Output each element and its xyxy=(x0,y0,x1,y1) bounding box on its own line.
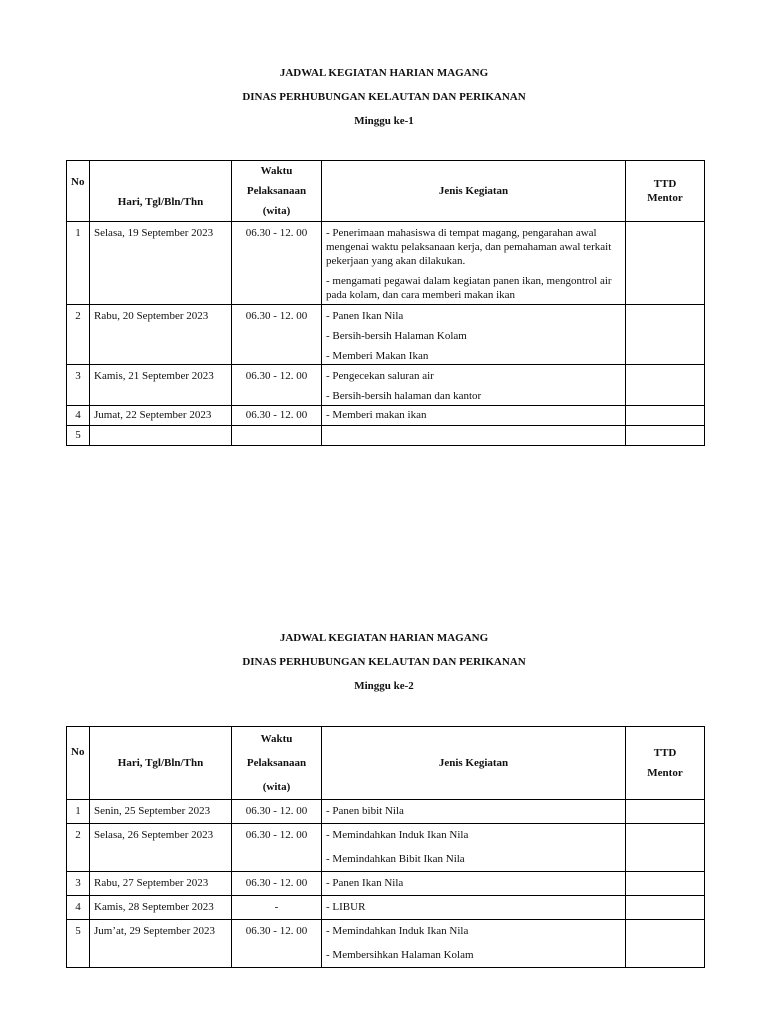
row-no: 2 xyxy=(67,824,90,872)
row-ttd xyxy=(626,426,705,446)
row-day: Senin, 25 September 2023 xyxy=(90,800,232,824)
table-header-row xyxy=(67,161,705,222)
week2-title: JADWAL KEGIATAN HARIAN MAGANG xyxy=(279,632,489,644)
header-time-line3: (wita) xyxy=(262,205,291,217)
table-row xyxy=(67,896,705,920)
row-activity xyxy=(322,920,626,968)
row-day: Selasa, 19 September 2023 xyxy=(90,222,232,305)
table-row xyxy=(67,222,705,305)
table-row xyxy=(67,365,705,406)
activity-item: - Bersih-bersih Halaman Kolam xyxy=(326,330,467,342)
header-ttd xyxy=(626,161,705,222)
row-day: Jumat, 22 September 2023 xyxy=(90,406,232,426)
row-time: 06.30 - 12. 00 xyxy=(232,920,322,968)
week2-schedule-table xyxy=(66,726,705,968)
row-activity xyxy=(322,896,626,920)
activity-item: - Memindahkan Induk Ikan Nila xyxy=(326,925,469,937)
row-no: 2 xyxy=(67,305,90,365)
row-time: 06.30 - 12. 00 xyxy=(232,872,322,896)
row-day: Rabu, 20 September 2023 xyxy=(90,305,232,365)
table-row xyxy=(67,824,705,872)
header-day: Hari, Tgl/Bln/Thn xyxy=(90,727,232,800)
activity-item: - Membersihkan Halaman Kolam xyxy=(326,949,474,961)
activity-item: - Memindahkan Induk Ikan Nila xyxy=(326,829,469,841)
row-day xyxy=(90,426,232,446)
week1-week-label: Minggu ke-1 xyxy=(354,115,414,127)
activity-item: - Bersih-bersih halaman dan kantor xyxy=(326,390,482,402)
activity-item: - Panen bibit Nila xyxy=(326,805,404,817)
row-day: Kamis, 28 September 2023 xyxy=(90,896,232,920)
row-activity xyxy=(322,426,626,446)
activity-item: - Penerimaan mahasiswa di tempat magang, pengarahan awal mengenai waktu pelaksanaan kerja, dan pemahaman awal terkait pekerjaan yang akan dilakukan. xyxy=(326,227,612,267)
week1-subtitle: DINAS PERHUBUNGAN KELAUTAN DAN PERIKANAN xyxy=(242,91,526,103)
activity-item: - Memberi Makan Ikan xyxy=(326,350,429,362)
row-activity xyxy=(322,406,626,426)
row-activity xyxy=(322,872,626,896)
header-time xyxy=(232,161,322,222)
row-no: 1 xyxy=(67,800,90,824)
row-no: 4 xyxy=(67,406,90,426)
row-ttd xyxy=(626,222,705,305)
header-ttd-line2: Mentor xyxy=(647,767,683,779)
row-ttd xyxy=(626,365,705,406)
row-activity xyxy=(322,824,626,872)
row-time: 06.30 - 12. 00 xyxy=(232,406,322,426)
row-no: 5 xyxy=(67,920,90,968)
row-activity xyxy=(322,222,626,305)
header-time-line3: (wita) xyxy=(262,781,291,793)
row-ttd xyxy=(626,406,705,426)
header-no: No xyxy=(67,161,90,222)
header-time xyxy=(232,727,322,800)
row-time xyxy=(232,426,322,446)
row-no: 5 xyxy=(67,426,90,446)
row-time: 06.30 - 12. 00 xyxy=(232,824,322,872)
week2-week-label: Minggu ke-2 xyxy=(354,680,414,692)
table-row xyxy=(67,920,705,968)
row-activity xyxy=(322,800,626,824)
row-time: 06.30 - 12. 00 xyxy=(232,305,322,365)
header-time-line2: Pelaksanaan xyxy=(246,757,307,769)
header-time-line1: Waktu xyxy=(260,165,293,177)
row-day: Kamis, 21 September 2023 xyxy=(90,365,232,406)
activity-item: - LIBUR xyxy=(326,901,366,913)
row-ttd xyxy=(626,824,705,872)
table-row xyxy=(67,800,705,824)
activity-item: - Memindahkan Bibit Ikan Nila xyxy=(326,853,465,865)
table-row xyxy=(67,426,705,446)
week1-title: JADWAL KEGIATAN HARIAN MAGANG xyxy=(279,67,489,79)
row-ttd xyxy=(626,920,705,968)
activity-item: - Panen Ikan Nila xyxy=(326,310,404,322)
header-ttd-line1: TTD xyxy=(653,178,677,190)
activity-item: - Panen Ikan Nila xyxy=(326,877,404,889)
row-day: Selasa, 26 September 2023 xyxy=(90,824,232,872)
row-time: - xyxy=(232,896,322,920)
row-no: 3 xyxy=(67,365,90,406)
row-day: Jum’at, 29 September 2023 xyxy=(90,920,232,968)
header-time-line1: Waktu xyxy=(260,733,293,745)
header-activity: Jenis Kegiatan xyxy=(322,161,626,222)
table-row xyxy=(67,406,705,426)
header-day: Hari, Tgl/Bln/Thn xyxy=(90,161,232,222)
row-activity xyxy=(322,365,626,406)
week1-schedule-table xyxy=(66,160,705,446)
activity-item: - mengamati pegawai dalam kegiatan panen ikan, mengontrol air pada kolam, dan cara memberi makan ikan xyxy=(326,275,612,301)
table-row xyxy=(67,872,705,896)
row-no: 3 xyxy=(67,872,90,896)
row-day: Rabu, 27 September 2023 xyxy=(90,872,232,896)
row-time: 06.30 - 12. 00 xyxy=(232,800,322,824)
row-time: 06.30 - 12. 00 xyxy=(232,222,322,305)
row-no: 1 xyxy=(67,222,90,305)
activity-item: - Pengecekan saluran air xyxy=(326,370,434,382)
header-ttd-line1: TTD xyxy=(653,747,677,759)
row-ttd xyxy=(626,872,705,896)
table-header-row xyxy=(67,727,705,800)
activity-item: - Memberi makan ikan xyxy=(326,409,427,421)
row-time: 06.30 - 12. 00 xyxy=(232,365,322,406)
row-no: 4 xyxy=(67,896,90,920)
week2-subtitle: DINAS PERHUBUNGAN KELAUTAN DAN PERIKANAN xyxy=(242,656,526,668)
header-time-line2: Pelaksanaan xyxy=(246,185,307,197)
table-row xyxy=(67,305,705,365)
row-ttd xyxy=(626,305,705,365)
header-no: No xyxy=(67,727,90,800)
header-activity: Jenis Kegiatan xyxy=(322,727,626,800)
row-ttd xyxy=(626,896,705,920)
row-ttd xyxy=(626,800,705,824)
row-activity xyxy=(322,305,626,365)
header-ttd-line2: Mentor xyxy=(647,192,683,204)
header-ttd xyxy=(626,727,705,800)
